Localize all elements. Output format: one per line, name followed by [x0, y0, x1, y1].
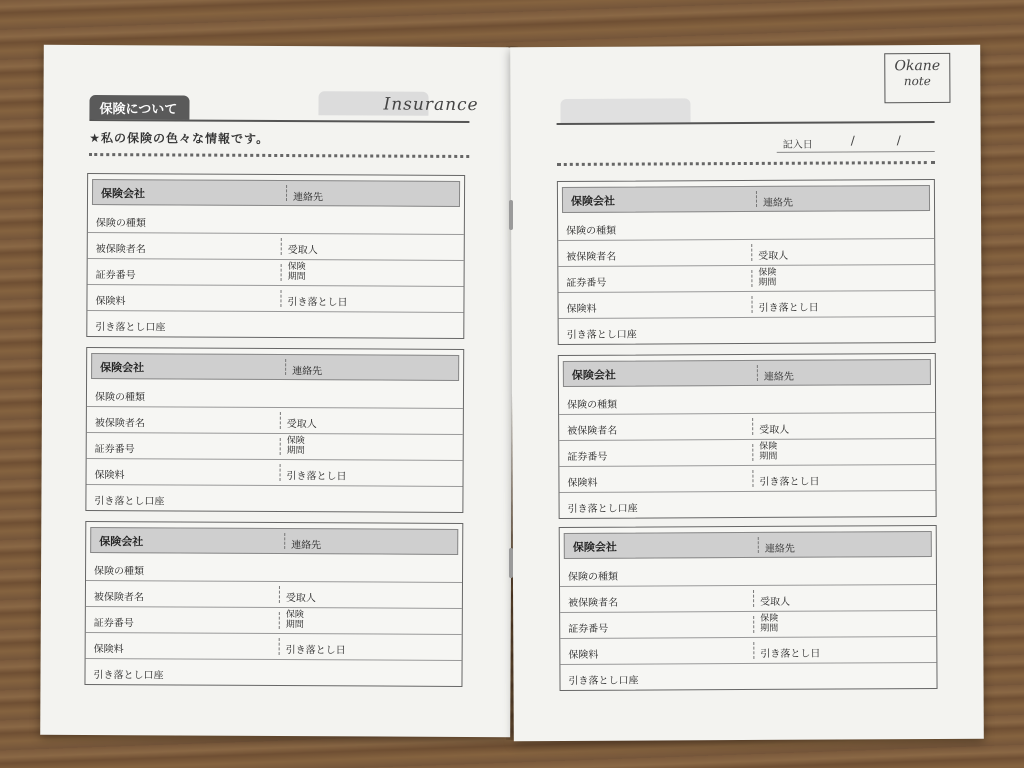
contact-label: 連絡先	[292, 192, 324, 204]
staple	[509, 548, 513, 578]
card-row	[558, 239, 934, 267]
insurance-card	[84, 521, 463, 687]
card-header-row	[562, 185, 930, 213]
company-label: 保険会社	[100, 187, 146, 201]
card-row	[88, 259, 464, 287]
policy-number-label: 証券番号	[566, 277, 607, 289]
insurance-type-label: 保険の種類	[567, 399, 618, 411]
card-row	[560, 559, 936, 587]
card-row	[560, 585, 936, 613]
premium-label: 保険料	[93, 644, 124, 656]
insurance-type-label: 保険の種類	[566, 225, 617, 237]
insurance-type-label: 保険の種類	[94, 566, 145, 578]
card-row	[86, 607, 462, 635]
column-divider	[280, 290, 281, 307]
insured-name-label: 被保険者名	[93, 592, 144, 604]
debit-date-label: 引き落とし日	[285, 645, 346, 657]
debit-account-label: 引き落とし口座	[94, 496, 165, 508]
date-slash: /	[850, 133, 855, 148]
insured-name-label: 被保険者名	[95, 244, 146, 256]
beneficiary-label: 受取人	[286, 419, 317, 431]
insurance-period-label	[288, 262, 306, 282]
policy-number-label: 証券番号	[568, 623, 609, 635]
period-label-line: 期間	[759, 451, 778, 462]
card-row	[559, 413, 935, 441]
column-divider	[756, 191, 757, 207]
column-divider	[751, 270, 752, 287]
staple	[509, 200, 513, 230]
period-label-line: 期間	[286, 446, 305, 457]
debit-account-label: 引き落とし口座	[95, 322, 166, 334]
card-row	[87, 381, 463, 409]
bleed-through-tab	[560, 98, 690, 123]
column-divider	[280, 412, 281, 429]
column-divider	[758, 537, 759, 553]
insurance-period-label	[759, 442, 777, 462]
card-row	[88, 207, 464, 235]
insurance-period-label	[286, 610, 304, 630]
debit-date-label: 引き落とし日	[759, 476, 820, 488]
column-divider	[286, 185, 287, 201]
premium-label: 保険料	[566, 303, 597, 315]
card-row	[558, 265, 934, 293]
column-divider	[752, 418, 753, 435]
beneficiary-label: 受取人	[758, 250, 789, 262]
column-divider	[284, 533, 285, 549]
column-divider	[751, 296, 752, 313]
column-divider	[279, 612, 280, 629]
card-row	[87, 285, 463, 313]
insurance-period-label	[287, 436, 305, 456]
card-header-row	[90, 527, 458, 555]
contact-label: 連絡先	[762, 197, 794, 209]
period-label-line: 保険	[759, 441, 778, 452]
period-label-line: 期間	[285, 620, 304, 631]
period-label-line: 保険	[285, 610, 304, 621]
insurance-card	[559, 525, 938, 691]
card-header-row	[91, 353, 459, 381]
card-row	[86, 485, 462, 512]
premium-label: 保険料	[95, 296, 126, 308]
period-label-line: 期間	[760, 623, 779, 634]
column-divider	[285, 359, 286, 375]
column-divider	[752, 470, 753, 487]
card-row	[87, 311, 463, 338]
card-header-row	[564, 531, 932, 559]
card-row	[560, 663, 936, 690]
date-slash: /	[896, 133, 901, 148]
column-divider	[279, 586, 280, 603]
heading-rule	[89, 119, 469, 123]
card-row	[88, 233, 464, 261]
column-divider	[753, 590, 754, 607]
insurance-type-label: 保険の種類	[94, 392, 145, 404]
insurance-card	[557, 179, 936, 345]
insured-name-label: 被保険者名	[567, 425, 618, 437]
card-row	[87, 459, 463, 487]
debit-account-label: 引き落とし口座	[568, 675, 639, 687]
column-divider	[753, 642, 754, 659]
insured-name-label: 被保険者名	[568, 597, 619, 609]
card-row	[85, 659, 461, 686]
company-label: 保険会社	[99, 535, 144, 549]
period-label-line: 保険	[760, 613, 779, 624]
premium-label: 保険料	[94, 470, 125, 482]
contact-label: 連絡先	[764, 543, 795, 555]
right-page	[510, 45, 984, 741]
contact-label: 連絡先	[292, 366, 323, 378]
card-row	[86, 633, 462, 661]
date-line	[777, 151, 935, 153]
card-row	[560, 637, 936, 665]
section-subtitle: ★私の保険の色々な情報です。	[89, 131, 270, 146]
premium-label: 保険料	[567, 477, 598, 489]
debit-date-label: 引き落とし日	[758, 302, 819, 314]
contact-label: 連絡先	[763, 371, 794, 383]
beneficiary-label: 受取人	[285, 593, 316, 605]
okane-note-logo	[884, 53, 950, 103]
premium-label: 保険料	[568, 649, 599, 661]
debit-account-label: 引き落とし口座	[566, 329, 637, 341]
beneficiary-label: 受取人	[759, 424, 790, 436]
column-divider	[280, 438, 281, 455]
date-label: 記入日	[782, 139, 813, 151]
column-divider	[757, 365, 758, 381]
section-heading: Insurance	[383, 94, 479, 116]
column-divider	[752, 444, 753, 461]
column-divider	[279, 638, 280, 655]
policy-number-label: 証券番号	[95, 270, 136, 282]
contact-label: 連絡先	[291, 540, 322, 552]
dotted-divider	[557, 161, 935, 166]
debit-date-label: 引き落とし日	[760, 648, 821, 660]
card-row	[86, 581, 462, 609]
section-tab: 保険について	[89, 95, 189, 120]
beneficiary-label: 受取人	[760, 596, 791, 608]
insurance-type-label: 保険の種類	[95, 218, 146, 230]
column-divider	[281, 264, 282, 281]
company-label: 保険会社	[100, 361, 145, 375]
card-row	[559, 465, 935, 493]
insurance-type-label: 保険の種類	[567, 571, 618, 583]
company-label: 保険会社	[572, 540, 617, 554]
card-row	[559, 439, 935, 467]
insured-name-label: 被保険者名	[566, 251, 617, 263]
period-label-line: 保険	[286, 436, 305, 447]
card-row	[558, 291, 934, 319]
company-label: 保険会社	[571, 368, 616, 382]
left-page	[40, 45, 514, 737]
policy-number-label: 証券番号	[94, 444, 135, 456]
column-divider	[753, 616, 754, 633]
insured-name-label: 被保険者名	[94, 418, 145, 430]
period-label-line: 期間	[758, 277, 777, 288]
card-row	[559, 317, 935, 344]
card-row	[86, 555, 462, 583]
column-divider	[751, 244, 752, 261]
insurance-period-label	[758, 268, 776, 288]
dotted-divider	[89, 153, 469, 158]
period-label-line: 保険	[758, 267, 777, 278]
debit-account-label: 引き落とし口座	[93, 670, 164, 682]
insurance-card	[86, 173, 465, 339]
debit-date-label: 引き落とし日	[287, 297, 348, 309]
debit-account-label: 引き落とし口座	[567, 503, 638, 515]
card-header-row	[563, 359, 931, 387]
beneficiary-label: 受取人	[287, 245, 318, 257]
insurance-period-label	[760, 614, 778, 634]
company-label: 保険会社	[570, 194, 616, 208]
column-divider	[281, 238, 282, 255]
card-row	[87, 407, 463, 435]
card-header-row	[92, 179, 460, 207]
insurance-card	[85, 347, 464, 513]
card-row	[559, 387, 935, 415]
card-row	[87, 433, 463, 461]
card-row	[560, 611, 936, 639]
period-label-line: 保険	[287, 262, 306, 273]
card-row	[558, 213, 934, 241]
insurance-card	[558, 353, 937, 519]
column-divider	[280, 464, 281, 481]
policy-number-label: 証券番号	[567, 451, 608, 463]
logo-text-note: note	[903, 74, 931, 89]
logo-text-okane: Okane	[894, 57, 941, 75]
debit-date-label: 引き落とし日	[286, 471, 347, 483]
period-label-line: 期間	[287, 272, 306, 283]
card-row	[560, 491, 936, 518]
policy-number-label: 証券番号	[93, 618, 134, 630]
